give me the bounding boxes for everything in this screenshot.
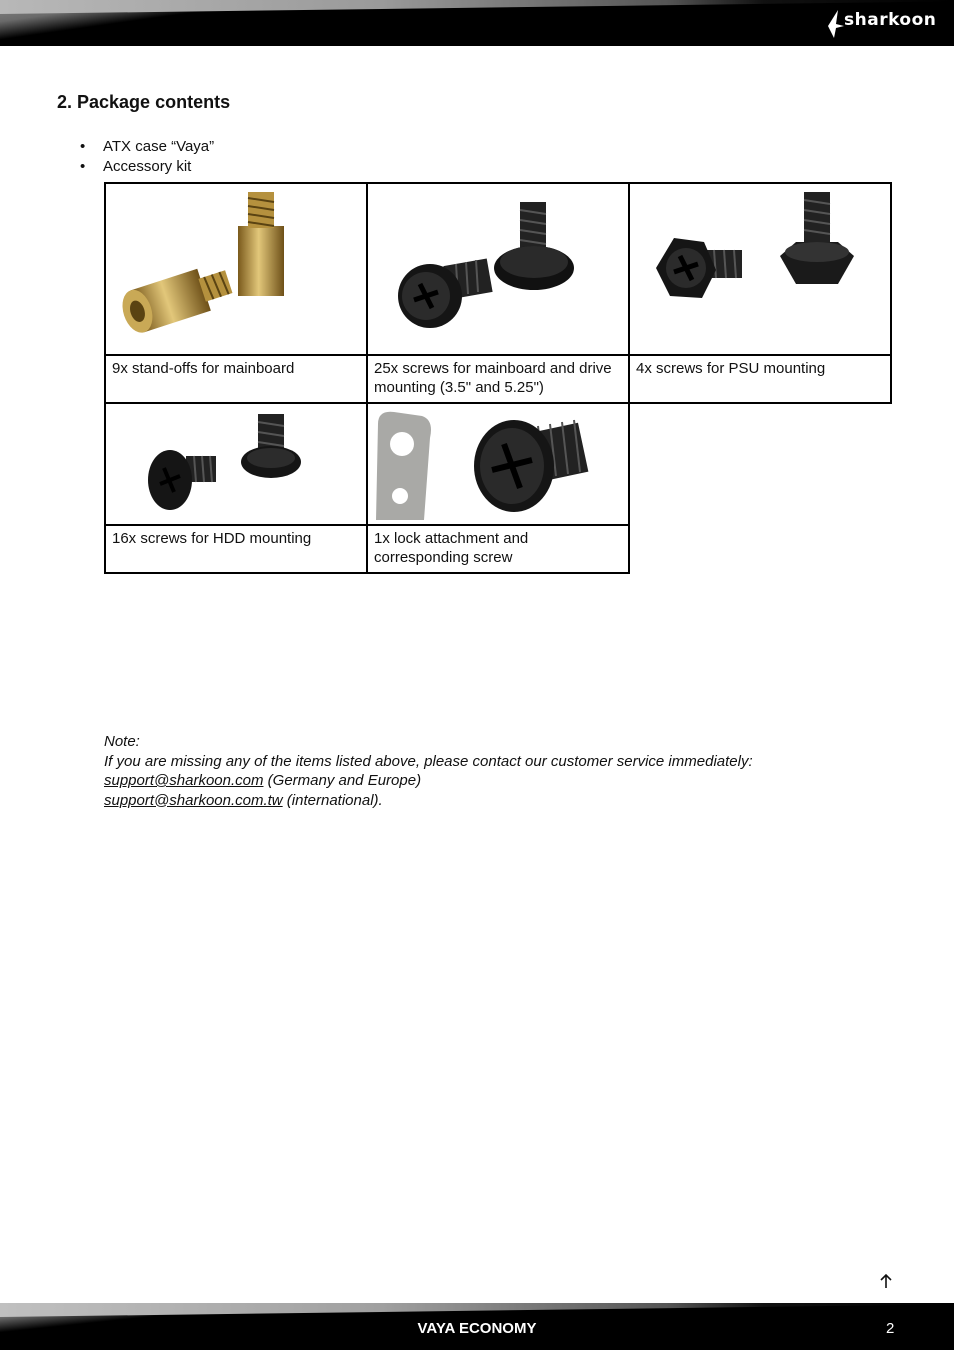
lock-bracket-image (368, 404, 628, 524)
empty-cell (629, 403, 891, 573)
footer-bar (0, 1303, 954, 1350)
brass-standoffs-image (106, 184, 366, 354)
hdd-screws-image-cell (105, 403, 367, 525)
item-caption: 25x screws for mainboard and drive mounting (3.5" and 5.25") (367, 355, 629, 403)
contact-intl (104, 791, 753, 811)
bullet-mark: • (80, 158, 86, 175)
contact-eu (104, 771, 753, 791)
psu-screws-image-cell (629, 183, 891, 355)
accessory-table (104, 182, 892, 574)
section-title: 2. Package contents (57, 92, 231, 112)
product-name: VAYA ECONOMY (417, 1320, 537, 1337)
list-item (80, 137, 214, 157)
item-caption: 1x lock attachment and corresponding screw (367, 525, 629, 573)
contact-intl-region: (international). (282, 791, 383, 809)
item-caption: 16x screws for HDD mounting (105, 525, 367, 573)
item-caption: 4x screws for PSU mounting (629, 355, 891, 403)
hex-screws-image (630, 184, 890, 354)
support-email-intl-link[interactable]: support@sharkoon.com.tw (104, 791, 283, 809)
logo-wordmark: sharkoon (844, 10, 937, 30)
contents-list (80, 137, 214, 177)
note-block (104, 732, 753, 810)
list-item (80, 157, 214, 177)
black-screws-image (368, 184, 628, 354)
note-label: Note: (104, 733, 140, 750)
note-text: If you are missing any of the items listed above, please contact our customer service immediately: (104, 752, 753, 770)
list-item-text: Accessory kit (103, 158, 192, 175)
footer-sheen (0, 1303, 954, 1317)
bullet-mark: • (80, 138, 86, 155)
black-screws-image-cell (367, 183, 629, 355)
contact-eu-region: (Germany and Europe) (263, 772, 422, 789)
item-caption: 9x stand-offs for mainboard (105, 355, 367, 403)
sharkoon-logo (824, 6, 937, 40)
shark-fin-icon (824, 6, 846, 40)
header-bar (0, 0, 954, 46)
up-arrow-icon[interactable] (878, 1272, 894, 1290)
lock-image-cell (367, 403, 629, 525)
header-sheen (0, 0, 954, 14)
hdd-screws-image (106, 404, 366, 524)
standoffs-image-cell (105, 183, 367, 355)
page-number: 2 (886, 1320, 895, 1337)
list-item-text: ATX case “Vaya” (103, 138, 215, 155)
support-email-link[interactable]: support@sharkoon.com (104, 772, 264, 789)
